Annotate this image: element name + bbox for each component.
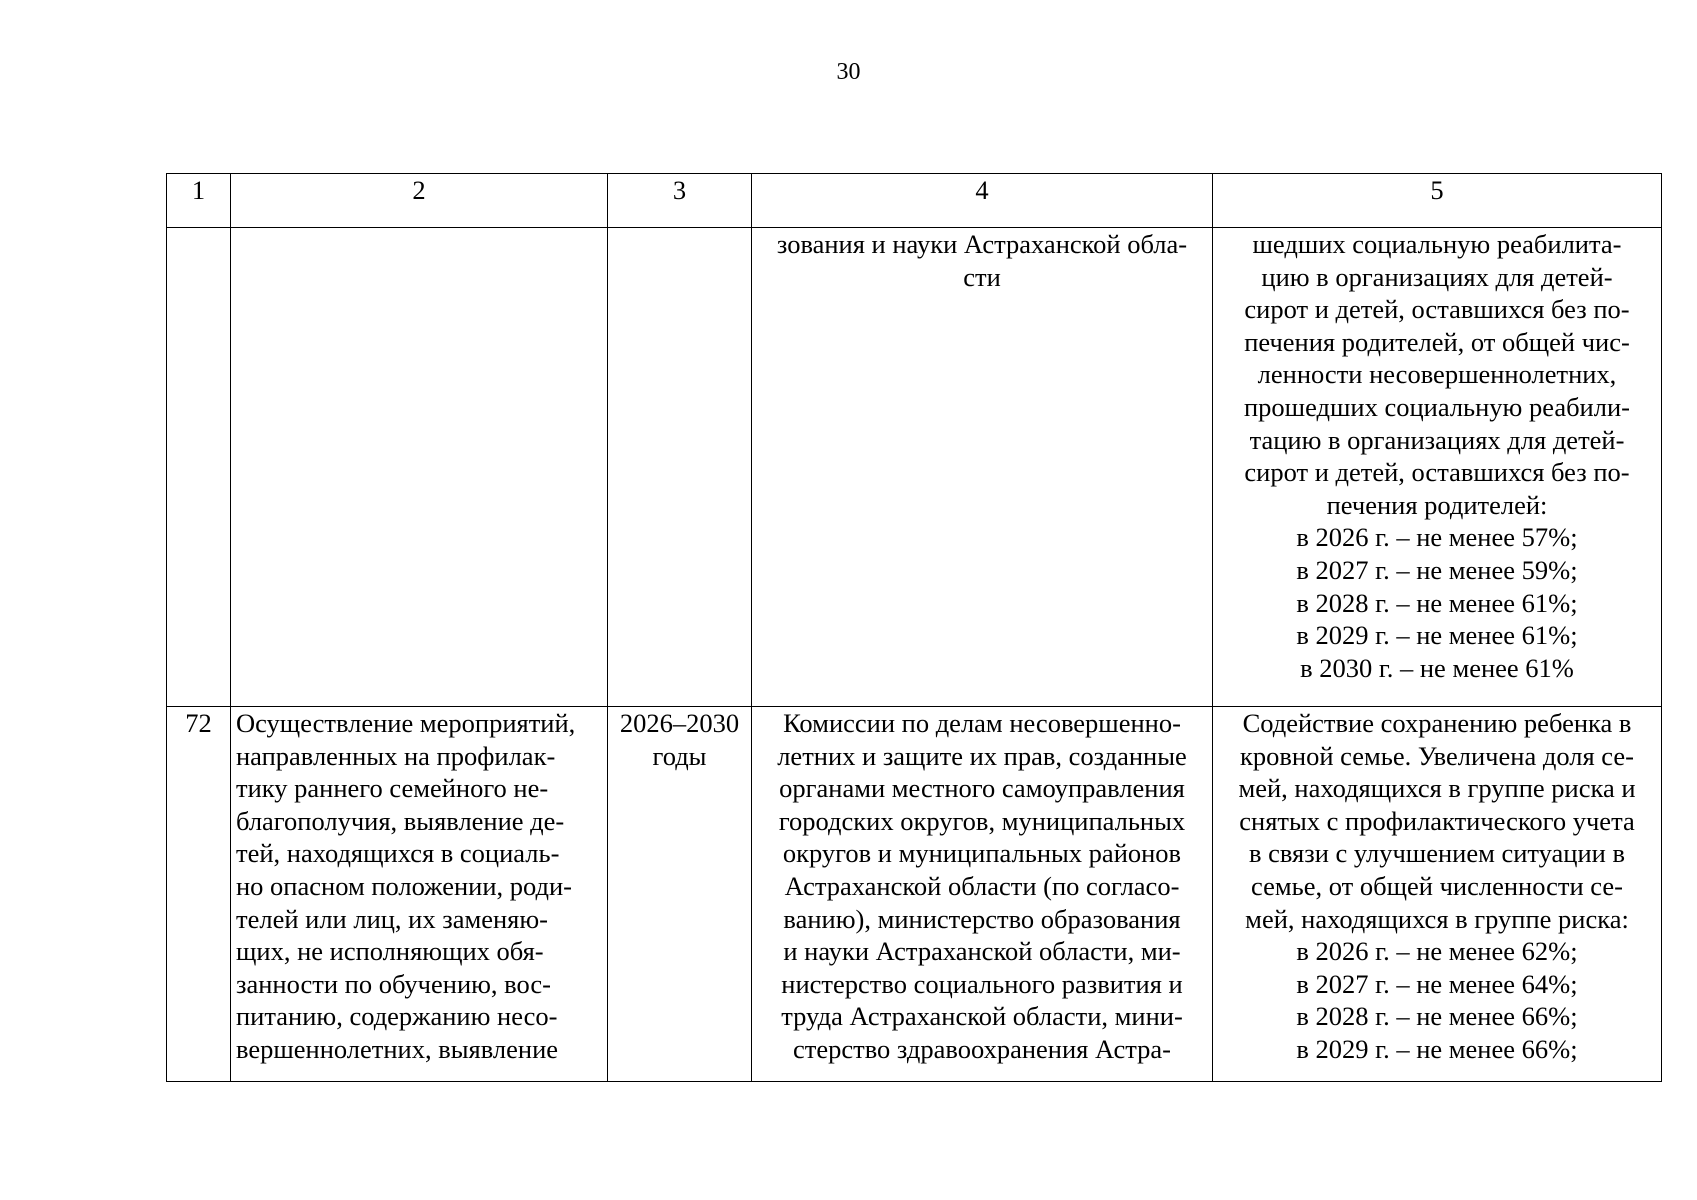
text-line: зования и науки Астраханской обла- — [776, 229, 1188, 259]
text-line: направленных на профилак- — [236, 740, 556, 771]
text-line: в 2028 г. – не менее 66%; — [1296, 1001, 1578, 1032]
row-number-cell — [167, 228, 231, 707]
text-line: печения родителей, от общей чис- — [1244, 326, 1630, 357]
text-line: прошедших социальную реабили- — [1244, 391, 1630, 422]
header-cell-4: 4 — [752, 174, 1213, 228]
text-line: летних и защите их прав, созданные — [777, 740, 1187, 771]
text-line: в 2030 г. – не менее 61% — [1300, 652, 1574, 683]
text-line: ванию), министерство образования — [783, 903, 1181, 934]
text-line: округов и муниципальных районов — [782, 838, 1182, 869]
text-line: 2026–2030 — [619, 708, 740, 738]
activity-cell — [231, 228, 608, 707]
text-line: стерство здравоохранения Астра- — [793, 1033, 1171, 1064]
program-table — [166, 173, 1662, 1082]
table-row — [167, 228, 1662, 707]
text-line: щих, не исполняющих обя- — [236, 936, 544, 967]
text-line: в 2029 г. – не менее 66%; — [1296, 1033, 1578, 1064]
text-line: тацию в организациях для детей- — [1249, 424, 1625, 455]
text-line: кровной семье. Увеличена доля се- — [1240, 740, 1634, 771]
period-cell — [608, 707, 752, 1082]
text-line: печения родителей: — [1326, 489, 1548, 520]
text-line: в 2028 г. – не менее 61%; — [1296, 587, 1578, 618]
header-cell-3: 3 — [608, 174, 752, 228]
text-line: сти — [963, 261, 1001, 292]
text-line: в 2027 г. – не менее 64%; — [1296, 968, 1578, 999]
result-cell — [1213, 228, 1662, 707]
text-line: Содействие сохранению ребенка в — [1242, 708, 1632, 738]
text-line: тей, находящихся в социаль- — [236, 838, 560, 869]
text-line: сирот и детей, оставшихся без по- — [1244, 457, 1630, 488]
text-line: ленности несовершеннолетних, — [1257, 359, 1617, 390]
text-line: и науки Астраханской области, ми- — [783, 936, 1181, 967]
text-line: в 2029 г. – не менее 61%; — [1296, 620, 1578, 651]
page-number: 30 — [836, 59, 861, 85]
header-cell-5: 5 — [1213, 174, 1662, 228]
text-line: но опасном положении, роди- — [236, 870, 572, 901]
text-line: вершеннолетних, выявление — [236, 1033, 559, 1064]
text-line: семье, от общей численности се- — [1251, 870, 1623, 901]
text-line: цию в организациях для детей- — [1261, 261, 1613, 292]
text-line: городских округов, муниципальных — [778, 805, 1186, 836]
text-line: телей или лиц, их заменяю- — [236, 903, 548, 934]
executors-cell — [752, 707, 1213, 1082]
text-line: мей, находящихся в группе риска: — [1245, 903, 1629, 934]
text-line: годы — [652, 740, 707, 771]
text-line: Астраханской области (по согласо- — [784, 870, 1180, 901]
text-line: Комиссии по делам несовершенно- — [783, 708, 1181, 738]
text-line: тику раннего семейного не- — [236, 773, 549, 804]
header-cell-1: 1 — [167, 174, 231, 228]
text-line: сирот и детей, оставшихся без по- — [1244, 294, 1630, 325]
text-line: снятых с профилактического учета — [1239, 805, 1635, 836]
text-line: в связи с улучшением ситуации в — [1248, 838, 1625, 869]
text-line: в 2026 г. – не менее 62%; — [1296, 936, 1578, 967]
text-line: органами местного самоуправления — [779, 773, 1185, 804]
text-line: нистерство социального развития и — [781, 968, 1183, 999]
table-row — [167, 707, 1662, 1082]
text-line: занности по обучению, вос- — [236, 968, 552, 999]
text-line: благополучия, выявление де- — [236, 805, 565, 836]
header-cell-2: 2 — [231, 174, 608, 228]
text-line: питанию, содержанию несо- — [236, 1001, 558, 1032]
text-line: труда Астраханской области, мини- — [781, 1001, 1183, 1032]
text-line: в 2027 г. – не менее 59%; — [1296, 554, 1578, 585]
period-cell — [608, 228, 752, 707]
executors-cell — [752, 228, 1213, 707]
row-number-cell: 72 — [167, 707, 231, 1082]
table-header-row — [167, 174, 1662, 228]
text-line: Осуществление мероприятий, — [236, 708, 576, 738]
text-line: в 2026 г. – не менее 57%; — [1296, 522, 1578, 553]
result-cell — [1213, 707, 1662, 1082]
text-line: шедших социальную реабилита- — [1252, 229, 1622, 259]
text-line: мей, находящихся в группе риска и — [1238, 773, 1636, 804]
activity-cell — [231, 707, 608, 1082]
